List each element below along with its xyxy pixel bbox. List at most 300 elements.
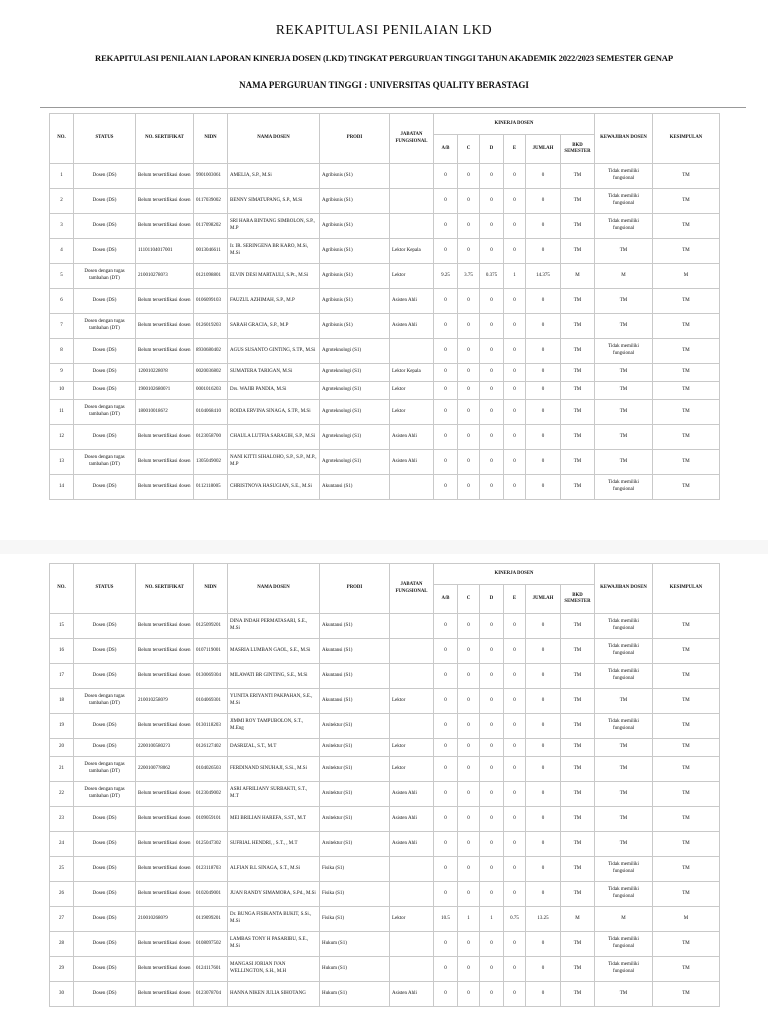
cell-jabatan: Lektor [390,382,434,400]
cell-jumlah: 0 [526,714,561,739]
cell-prodi: Fisika (S1) [320,882,390,907]
cell-sertifikat: Belum tersertifikasi dosen [136,714,194,739]
cell-sertifikat: 1200102280?8 [136,364,194,382]
cell-no: 2 [50,189,74,214]
col-kewajiban: KEWAJIBAN DOSEN [595,114,653,164]
cell-nidn: 0104026503 [194,757,228,782]
cell-prodi: Agribisnis (S1) [320,314,390,339]
cell-sertifikat: 19001026800?1 [136,382,194,400]
cell-bkd: M [561,907,595,932]
cell-nidn: 0107119001 [194,639,228,664]
cell-c: 0 [458,639,480,664]
cell-jumlah: 0 [526,382,561,400]
table-row [50,882,720,907]
cell-jabatan: Lektor [390,264,434,289]
cell-nidn: 0126127402 [194,739,228,757]
cell-jabatan: Lektor Kepala [390,239,434,264]
cell-status: Dosen (DS) [74,832,136,857]
cell-kesimpulan: TM [653,314,720,339]
col-ab: A/B [434,135,458,164]
cell-kewajiban: TM [595,782,653,807]
institution-name: NAMA PERGURUAN TINGGI : UNIVERSITAS QUALITY BERASTAGI [239,80,529,90]
cell-kesimpulan: TM [653,164,720,189]
cell-no: 4 [50,239,74,264]
cell-no: 25 [50,857,74,882]
cell-prodi: Hukum (S1) [320,957,390,982]
cell-ab: 0 [434,289,458,314]
cell-sertifikat: 2100102780?3 [136,264,194,289]
cell-nama: JIMMI ROY TAMPUBOLON, S.T., M.Eng [228,714,320,739]
cell-status: Dosen dengan tugas tambahan (DT) [74,264,136,289]
cell-sertifikat: 2100102580?9 [136,689,194,714]
cell-c: 0 [458,289,480,314]
col-prodi: PRODI [320,564,390,614]
cell-prodi: Agribisnis (S1) [320,289,390,314]
cell-d: 0.375 [480,264,504,289]
cell-bkd: TM [561,475,595,500]
cell-status: Dosen (DS) [74,882,136,907]
cell-ab: 9.25 [434,264,458,289]
cell-prodi: Agroteknologi (S1) [320,425,390,450]
cell-bkd: TM [561,757,595,782]
cell-sertifikat: Belum tersertifikasi dosen [136,639,194,664]
cell-nama: FAUZUL AZHIMAH, S.P., M.P [228,289,320,314]
cell-nidn: 0104068410 [194,400,228,425]
cell-c: 0 [458,164,480,189]
table-row [50,382,720,400]
cell-bkd: TM [561,689,595,714]
cell-kesimpulan: TM [653,664,720,689]
cell-c: 0 [458,857,480,882]
cell-e: 0 [504,932,526,957]
table-row [50,739,720,757]
cell-jumlah: 0 [526,614,561,639]
table-row [50,757,720,782]
cell-nama: Dr. BUNGA FISIKANTA BUKIT, S.Si., M.Si [228,907,320,932]
cell-jabatan: Asisten Ahli [390,450,434,475]
cell-d: 0 [480,425,504,450]
cell-c: 0 [458,739,480,757]
cell-sertifikat: Belum tersertifikasi dosen [136,857,194,882]
cell-kesimpulan: TM [653,689,720,714]
cell-c: 0 [458,614,480,639]
cell-nidn: 0125099201 [194,614,228,639]
cell-kewajiban: Tidak memiliki fungsional [595,475,653,500]
cell-no: 3 [50,214,74,239]
cell-kewajiban: TM [595,832,653,857]
cell-e: 0 [504,857,526,882]
cell-nidn: 0130069304 [194,664,228,689]
cell-no: 26 [50,882,74,907]
cell-c: 0 [458,689,480,714]
table-row [50,450,720,475]
cell-prodi: Akuntansi (S1) [320,689,390,714]
cell-nidn: 9901003061 [194,164,228,189]
col-kinerja: KINERJA DOSEN [434,114,595,135]
cell-kewajiban: TM [595,400,653,425]
cell-prodi: Agribisnis (S1) [320,189,390,214]
cell-jabatan: Lektor [390,757,434,782]
cell-jumlah: 0 [526,364,561,382]
col-sertifikat: NO. SERTIFIKAT [136,564,194,614]
cell-kesimpulan: TM [653,782,720,807]
cell-status: Dosen (DS) [74,714,136,739]
cell-prodi: Agribisnis (S1) [320,264,390,289]
col-c: C [458,135,480,164]
table-row [50,425,720,450]
cell-d: 0 [480,664,504,689]
cell-nama: FERDINAND SINUHAJI, S.Si., M.Si [228,757,320,782]
cell-prodi: Akuntansi (S1) [320,614,390,639]
cell-bkd: TM [561,450,595,475]
cell-nama: ELVIN DESI MARTAULI, S.Pt., M.Si [228,264,320,289]
cell-bkd: M [561,264,595,289]
cell-c: 0 [458,982,480,1007]
cell-sertifikat: Belum tersertifikasi dosen [136,339,194,364]
cell-nama: MANGASI JORIAN IVAN WELLINGTON, S.H., M.H [228,957,320,982]
cell-jabatan [390,614,434,639]
header-divider [40,107,746,108]
table-row [50,214,720,239]
cell-e: 0 [504,807,526,832]
table-row [50,957,720,982]
cell-d: 0 [480,689,504,714]
cell-jabatan [390,932,434,957]
cell-nidn: 8930680402 [194,339,228,364]
cell-kewajiban: TM [595,757,653,782]
cell-sertifikat: Belum tersertifikasi dosen [136,314,194,339]
cell-nama: LAMBAS TONY H PASARIBU, S.E., M.Si [228,932,320,957]
cell-kesimpulan: TM [653,289,720,314]
cell-nidn: 0123049002 [194,782,228,807]
cell-c: 1 [458,907,480,932]
cell-d: 0 [480,475,504,500]
cell-no: 16 [50,639,74,664]
cell-kesimpulan: TM [653,214,720,239]
cell-jabatan: Lektor [390,907,434,932]
cell-kewajiban: Tidak memiliki fungsional [595,214,653,239]
table-row [50,264,720,289]
col-e: E [504,135,526,164]
cell-jabatan: Asisten Ahli [390,289,434,314]
cell-nama: YUNITA ERIYANTI PAKPAHAN, S.E., M.Si [228,689,320,714]
cell-nidn: 0013046611 [194,239,228,264]
cell-prodi: Akuntansi (S1) [320,639,390,664]
cell-bkd: TM [561,857,595,882]
col-status: STATUS [74,114,136,164]
table-row [50,689,720,714]
table-row [50,364,720,382]
table-row [50,907,720,932]
cell-e: 1 [504,264,526,289]
cell-nidn: 0102049001 [194,882,228,907]
cell-ab: 0 [434,314,458,339]
cell-e: 0 [504,164,526,189]
cell-kesimpulan: TM [653,857,720,882]
col-kewajiban: KEWAJIBAN DOSEN [595,564,653,614]
cell-d: 0 [480,239,504,264]
cell-kesimpulan: TM [653,400,720,425]
cell-prodi: Arsitektur (S1) [320,714,390,739]
cell-no: 13 [50,450,74,475]
cell-jumlah: 14.375 [526,264,561,289]
cell-kesimpulan: TM [653,189,720,214]
cell-ab: 0 [434,382,458,400]
table-body-page-2 [50,614,720,1007]
cell-nama: HANNA NIKEN JULIA SIHOTANG [228,982,320,1007]
cell-status: Dosen (DS) [74,382,136,400]
cell-status: Dosen (DS) [74,339,136,364]
cell-e: 0 [504,364,526,382]
cell-nama: DINA INDAH PERMATASARI, S.E., M.Si [228,614,320,639]
cell-ab: 0 [434,882,458,907]
cell-nama: ASRI AFRILIANY SURBAKTI, S.T., M.T [228,782,320,807]
cell-no: 14 [50,475,74,500]
cell-c: 0 [458,807,480,832]
cell-no: 18 [50,689,74,714]
cell-bkd: TM [561,782,595,807]
cell-no: 19 [50,714,74,739]
cell-jumlah: 13.25 [526,907,561,932]
col-no: NO. [50,114,74,164]
col-d: D [480,135,504,164]
cell-d: 0 [480,339,504,364]
cell-nidn: 0130118203 [194,714,228,739]
cell-no: 8 [50,339,74,364]
cell-kesimpulan: TM [653,714,720,739]
cell-bkd: TM [561,214,595,239]
cell-nidn: 0109059101 [194,807,228,832]
cell-bkd: TM [561,957,595,982]
cell-sertifikat: Belum tersertifikasi dosen [136,214,194,239]
cell-c: 0 [458,425,480,450]
cell-status: Dosen (DS) [74,639,136,664]
cell-sertifikat: Belum tersertifikasi dosen [136,425,194,450]
cell-nidn: 0106099103 [194,289,228,314]
cell-d: 0 [480,832,504,857]
cell-status: Dosen dengan tugas tambahan (DT) [74,450,136,475]
cell-bkd: TM [561,400,595,425]
cell-prodi: Arsitektur (S1) [320,739,390,757]
cell-nama: AGUS SUSANTO GINTING, S.TP., M.Si [228,339,320,364]
cell-d: 0 [480,289,504,314]
cell-prodi: Agribisnis (S1) [320,239,390,264]
cell-bkd: TM [561,289,595,314]
col-e: E [504,585,526,614]
cell-prodi: Agroteknologi (S1) [320,450,390,475]
cell-sertifikat: Belum tersertifikasi dosen [136,614,194,639]
cell-jumlah: 0 [526,164,561,189]
table-row [50,832,720,857]
cell-status: Dosen (DS) [74,289,136,314]
cell-kewajiban: TM [595,239,653,264]
cell-no: 30 [50,982,74,1007]
cell-prodi: Arsitektur (S1) [320,782,390,807]
cell-jabatan [390,475,434,500]
cell-no: 23 [50,807,74,832]
cell-no: 5 [50,264,74,289]
cell-kesimpulan: TM [653,882,720,907]
table-row [50,164,720,189]
cell-sertifikat: Belum tersertifikasi dosen [136,982,194,1007]
cell-kewajiban: Tidak memiliki fungsional [595,957,653,982]
cell-c: 0 [458,450,480,475]
table-row [50,807,720,832]
cell-no: 27 [50,907,74,932]
cell-ab: 0 [434,450,458,475]
cell-nama: SARAH GRACIA, S.P., M.P [228,314,320,339]
cell-jumlah: 0 [526,214,561,239]
cell-c: 0 [458,832,480,857]
cell-kesimpulan: TM [653,739,720,757]
cell-jabatan [390,857,434,882]
cell-e: 0 [504,400,526,425]
cell-status: Dosen (DS) [74,475,136,500]
cell-prodi: Agroteknologi (S1) [320,364,390,382]
cell-e: 0 [504,689,526,714]
cell-nidn: 0121098801 [194,264,228,289]
cell-nama: ROIDA ERVINA SINAGA, S.TP., M.Si [228,400,320,425]
cell-d: 0 [480,932,504,957]
page-break [0,540,768,554]
table-row [50,339,720,364]
cell-c: 0 [458,400,480,425]
cell-nama: CHRISTNOVA HASUGIAN, S.E., M.Si [228,475,320,500]
cell-jumlah: 0 [526,239,561,264]
table-row [50,189,720,214]
cell-nidn: 0112118005 [194,475,228,500]
cell-ab: 0 [434,614,458,639]
cell-bkd: TM [561,739,595,757]
cell-kewajiban: TM [595,382,653,400]
cell-d: 0 [480,639,504,664]
cell-prodi: Hukum (S1) [320,932,390,957]
cell-e: 0 [504,314,526,339]
cell-ab: 0 [434,364,458,382]
cell-kesimpulan: TM [653,382,720,400]
cell-kesimpulan: TM [653,364,720,382]
cell-nidn: 0124117601 [194,957,228,982]
cell-nidn: 0123118703 [194,857,228,882]
cell-prodi: Arsitektur (S1) [320,807,390,832]
cell-e: 0 [504,739,526,757]
cell-kewajiban: TM [595,807,653,832]
cell-status: Dosen (DS) [74,239,136,264]
cell-status: Dosen dengan tugas tambahan (DT) [74,757,136,782]
cell-kesimpulan: TM [653,957,720,982]
col-kesimpulan: KESIMPULAN [653,564,720,614]
cell-e: 0 [504,475,526,500]
cell-nidn: 0104069301 [194,689,228,714]
cell-c: 0 [458,664,480,689]
cell-d: 1 [480,907,504,932]
cell-nidn: 1305049002 [194,450,228,475]
cell-kewajiban: TM [595,450,653,475]
cell-jabatan: Asisten Ahli [390,807,434,832]
cell-kesimpulan: TM [653,450,720,475]
cell-bkd: TM [561,239,595,264]
cell-status: Dosen (DS) [74,932,136,957]
cell-e: 0 [504,189,526,214]
col-bkd: BKD SEMESTER [561,585,595,614]
cell-jabatan [390,664,434,689]
cell-prodi: Fisika (S1) [320,857,390,882]
cell-kesimpulan: M [653,264,720,289]
cell-ab: 0 [434,189,458,214]
cell-kewajiban: Tidak memiliki fungsional [595,189,653,214]
cell-jabatan: Asisten Ahli [390,782,434,807]
table-row [50,932,720,957]
cell-e: 0 [504,339,526,364]
table-row [50,639,720,664]
cell-no: 17 [50,664,74,689]
cell-jabatan: Asisten Ahli [390,314,434,339]
cell-c: 0 [458,189,480,214]
cell-no: 24 [50,832,74,857]
cell-bkd: TM [561,364,595,382]
cell-status: Dosen (DS) [74,664,136,689]
cell-bkd: TM [561,425,595,450]
cell-d: 0 [480,882,504,907]
cell-jumlah: 0 [526,832,561,857]
cell-bkd: TM [561,314,595,339]
col-jumlah: JUMLAH [526,585,561,614]
cell-status: Dosen dengan tugas tambahan (DT) [74,689,136,714]
cell-jumlah: 0 [526,807,561,832]
cell-ab: 0 [434,639,458,664]
cell-d: 0 [480,782,504,807]
cell-d: 0 [480,214,504,239]
cell-jumlah: 0 [526,425,561,450]
cell-kewajiban: TM [595,289,653,314]
cell-ab: 0 [434,782,458,807]
cell-c: 0 [458,932,480,957]
cell-e: 0 [504,425,526,450]
cell-kewajiban: M [595,264,653,289]
cell-d: 0 [480,739,504,757]
cell-c: 0 [458,382,480,400]
cell-ab: 0 [434,339,458,364]
cell-jumlah: 0 [526,982,561,1007]
cell-status: Dosen (DS) [74,857,136,882]
cell-jumlah: 0 [526,450,561,475]
cell-e: 0 [504,782,526,807]
cell-no: 11 [50,400,74,425]
cell-prodi: Akuntansi (S1) [320,475,390,500]
cell-c: 0 [458,475,480,500]
cell-jabatan [390,957,434,982]
table-row [50,857,720,882]
cell-kewajiban: Tidak memiliki fungsional [595,857,653,882]
cell-sertifikat: 2100102680?9 [136,907,194,932]
cell-d: 0 [480,450,504,475]
cell-jumlah: 0 [526,189,561,214]
table-row [50,239,720,264]
col-prodi: PRODI [320,114,390,164]
cell-nidn: 0123058700 [194,425,228,450]
cell-ab: 0 [434,832,458,857]
cell-sertifikat: Belum tersertifikasi dosen [136,832,194,857]
cell-ab: 0 [434,757,458,782]
cell-d: 0 [480,314,504,339]
col-nama: NAMA DOSEN [228,114,320,164]
cell-e: 0 [504,882,526,907]
cell-jumlah: 0 [526,400,561,425]
cell-no: 9 [50,364,74,382]
cell-status: Dosen (DS) [74,425,136,450]
cell-c: 0 [458,314,480,339]
col-d: D [480,585,504,614]
